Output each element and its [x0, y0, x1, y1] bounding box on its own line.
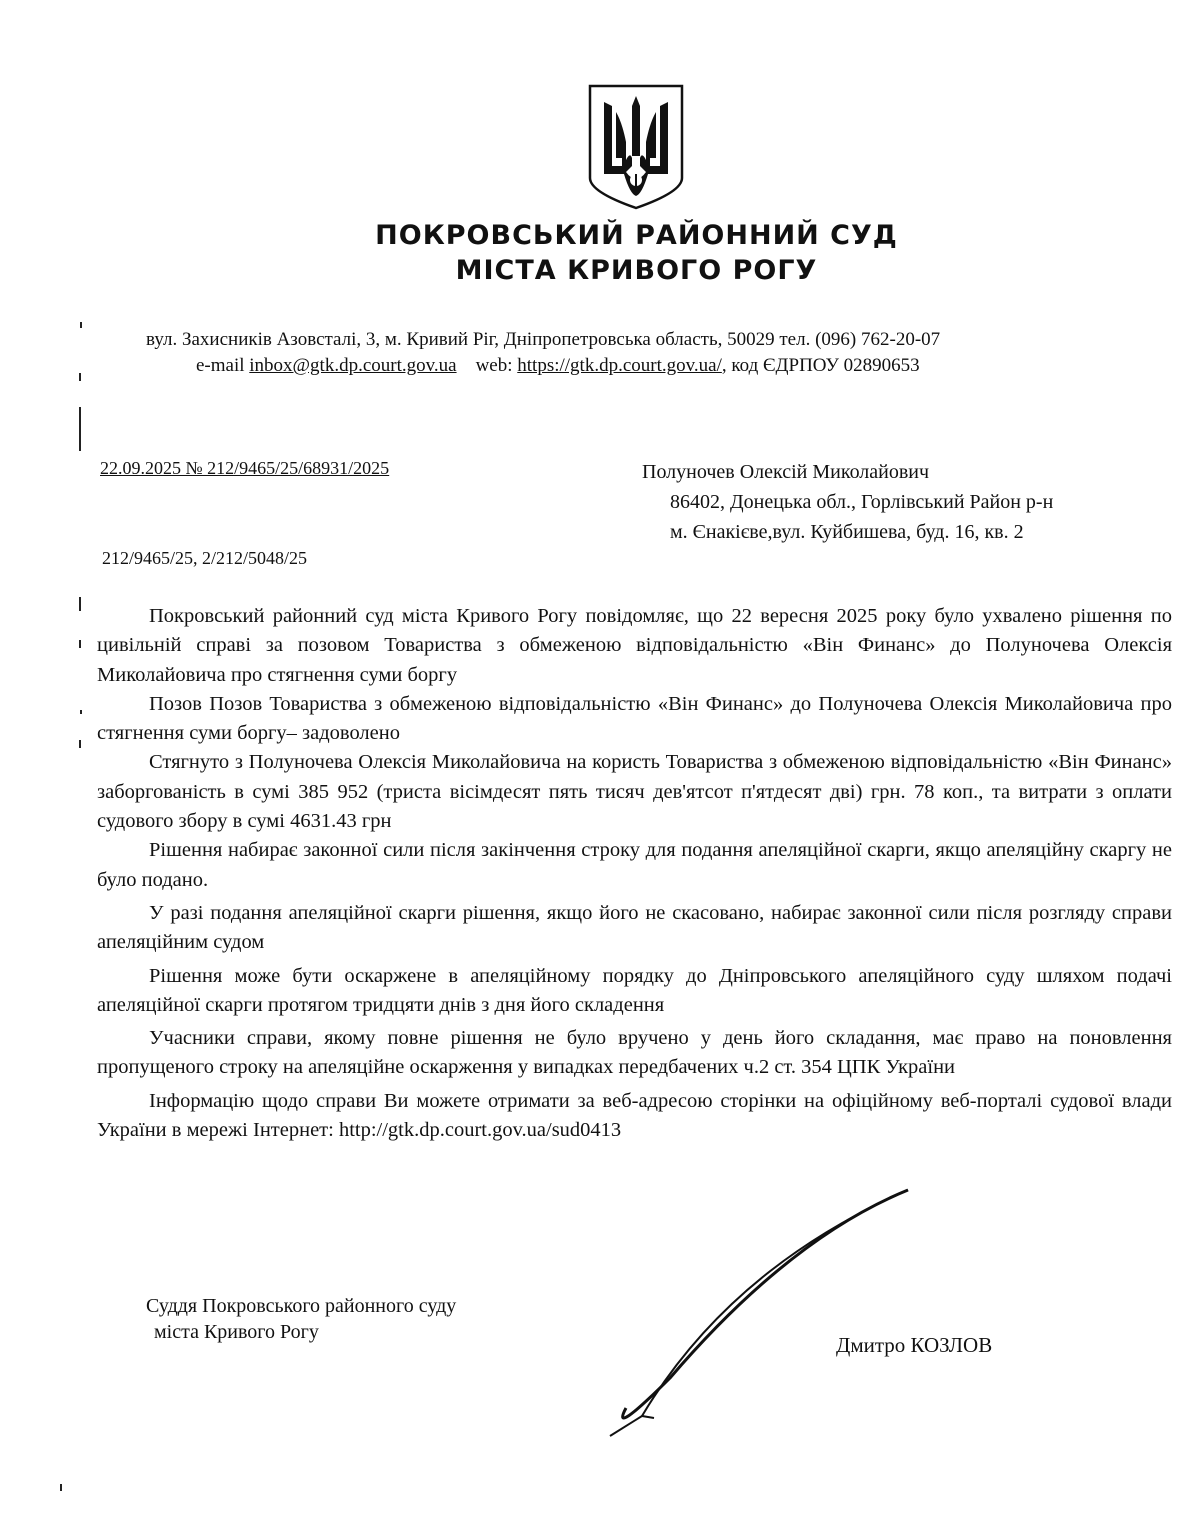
scan-mark [79, 597, 81, 611]
case-numbers: 212/9465/25, 2/212/5048/25 [102, 548, 308, 568]
notice-body [97, 602, 1172, 1145]
judge-position-line2: міста Кривого Рогу [154, 1321, 319, 1343]
email-link[interactable]: inbox@gtk.dp.court.gov.ua [249, 355, 457, 376]
judge-name: Дмитро КОЗЛОВ [836, 1333, 993, 1357]
scan-mark [79, 407, 81, 451]
paragraph: Інформацію щодо справи Ви можете отримати за веб-адресою сторінки на офіційному веб-порталі судової влади України в мережі Інтернет: http://gtk.dp.court.gov.ua/sud0413 [97, 1089, 1172, 1142]
edrpou-code: , код ЄДРПОУ 02890653 [721, 355, 920, 376]
web-label: web: [475, 355, 513, 376]
paragraph: Покровський районний суд міста Кривого Рогу повідомляє, що 22 вересня 2025 року було ухвалено рішення по цивільній справі за позовом Товариства з обмеженою відповідальністю «Він Финанс» до Полуночева Олексія Миколайовича про стягнення суми боргу [97, 605, 1172, 686]
paragraph: Позов Позов Товариства з обмеженою відповідальністю «Він Финанс» до Полуночева Олексія Миколайовича про стягнення суми боргу– задоволено [97, 692, 1172, 745]
web-link[interactable]: https://gtk.dp.court.gov.ua/ [517, 355, 722, 376]
recipient-address-line2: м. Єнакієве,вул. Куйбишева, буд. 16, кв. 2 [670, 521, 1024, 543]
paragraph: Рішення може бути оскаржене в апеляційному порядку до Дніпровського апеляційного суду шляхом подачі апеляційної скарги протягом тридцяти днів з дня його складення [97, 964, 1172, 1016]
email-label: e-mail [196, 355, 245, 376]
court-name-line1: ПОКРОВСЬКИЙ РАЙОННИЙ СУД [375, 220, 898, 251]
court-address: вул. Захисників Азовсталі, 3, м. Кривий Ріг, Дніпропетровська область, 50029 тел. (096) 762-20-07 [146, 329, 941, 350]
paragraph: У разі подання апеляційної скарги рішення, якщо його не скасовано, набирає законної сили після розгляду справи апеляційним судом [97, 901, 1172, 954]
scan-mark [80, 322, 82, 328]
scan-mark [79, 640, 81, 648]
paragraph: Рішення набирає законної сили після закінчення строку для подання апеляційної скарги, якщо апеляційну скаргу не було подано. [97, 839, 1172, 891]
paragraph: Учасники справи, якому повне рішення не було вручено у день його складання, має право на поновлення пропущеного строку на апеляційне оскарження у випадках передбачених ч.2 ст. 354 ЦПК України [97, 1027, 1172, 1079]
judge-position [146, 1293, 456, 1345]
scan-mark [60, 1484, 62, 1491]
trident-emblem-icon [586, 82, 686, 212]
court-contacts [196, 355, 920, 377]
recipient-address-line1: 86402, Донецька обл., Горлівський Район р-н [670, 491, 1054, 513]
scan-mark [79, 373, 81, 381]
recipient-block [642, 457, 1053, 547]
scan-mark [80, 710, 82, 714]
signature-icon [590, 1178, 920, 1438]
judge-position-line1: Суддя Покровського районного суду [146, 1295, 457, 1317]
paragraph: Стягнуто з Полуночева Олексія Миколайовича на користь Товариства з обмеженою відповідальністю «Він Финанс» заборгованість в сумі 385 952 (триста вісімдесят пять тисяч дев'ятсот п'ятдесят дві) грн. 78 коп., та витрати з оплати судового збору в сумі 4631.43 грн [97, 751, 1172, 833]
court-name-line2: МІСТА КРИВОГО РОГУ [455, 255, 818, 286]
scan-mark [79, 740, 81, 748]
recipient-name: Полуночев Олексій Миколайович [642, 461, 930, 483]
outgoing-reference: 22.09.2025 № 212/9465/25/68931/2025 [100, 458, 390, 478]
